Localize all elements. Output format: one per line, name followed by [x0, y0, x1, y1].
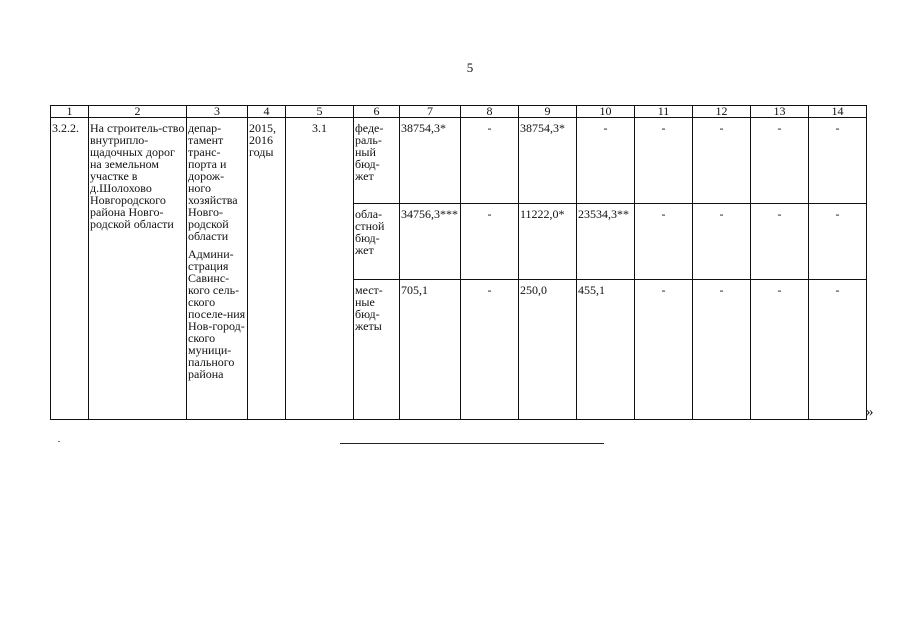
funding-value: 38754,3* — [519, 118, 577, 204]
budget-row-federal — [51, 118, 867, 204]
closing-quote-mark: » — [866, 404, 874, 420]
funding-value: - — [693, 280, 751, 420]
funding-total: 705,1 — [400, 280, 461, 420]
column-number: 4 — [248, 106, 286, 118]
column-number: 3 — [187, 106, 248, 118]
measure-code: 3.2.2. — [51, 118, 89, 420]
funding-value: - — [751, 118, 809, 204]
responsible-executor-2: Админи-страция Савинс-кого сель-ского поселе-ния Нов-город-ского муници-пального района — [188, 247, 246, 381]
funding-value: - — [461, 118, 519, 204]
funding-value: 250,0 — [519, 280, 577, 420]
funding-value: - — [461, 204, 519, 280]
column-number: 8 — [461, 106, 519, 118]
page-number: 5 — [466, 60, 474, 75]
funding-value: - — [577, 118, 635, 204]
column-number: 5 — [286, 106, 354, 118]
scan-speck — [58, 441, 60, 442]
funding-value: - — [635, 118, 693, 204]
funding-value: - — [809, 204, 867, 280]
funding-value: - — [693, 118, 751, 204]
column-number: 6 — [354, 106, 400, 118]
column-number: 10 — [577, 106, 635, 118]
funding-value: - — [635, 204, 693, 280]
column-number-row — [51, 106, 867, 118]
funding-source: феде-раль-ный бюд-жет — [354, 118, 400, 204]
responsible-executors — [187, 118, 248, 420]
funding-value: - — [809, 118, 867, 204]
funding-value: - — [693, 204, 751, 280]
funding-value: - — [461, 280, 519, 420]
measure-description: На строитель-ство внутрипло-щадочных дорог на земельном участке в д.Шолохово Новгородского района Новго-родской области — [89, 118, 187, 420]
funding-value: - — [809, 280, 867, 420]
measures-table — [50, 105, 867, 420]
implementation-years: 2015, 2016 годы — [248, 118, 286, 420]
funding-value: 23534,3** — [577, 204, 635, 280]
funding-value: - — [635, 280, 693, 420]
column-number: 1 — [51, 106, 89, 118]
funding-source: мест-ные бюд-жеты — [354, 280, 400, 420]
funding-source: обла-стной бюд-жет — [354, 204, 400, 280]
funding-value: - — [751, 204, 809, 280]
funding-total: 38754,3* — [400, 118, 461, 204]
column-number: 2 — [89, 106, 187, 118]
column-number: 13 — [751, 106, 809, 118]
column-number: 9 — [519, 106, 577, 118]
column-number: 14 — [809, 106, 867, 118]
funding-value: - — [751, 280, 809, 420]
target-indicator: 3.1 — [286, 118, 354, 420]
funding-value: 455,1 — [577, 280, 635, 420]
column-number: 12 — [693, 106, 751, 118]
funding-total: 34756,3*** — [400, 204, 461, 280]
footer-separator-line — [340, 443, 604, 444]
responsible-executor-1: депар-тамент транс-порта и дорож-ного хозяйства Новго-родской области — [188, 121, 238, 243]
funding-value: 11222,0* — [519, 204, 577, 280]
column-number: 11 — [635, 106, 693, 118]
column-number: 7 — [400, 106, 461, 118]
